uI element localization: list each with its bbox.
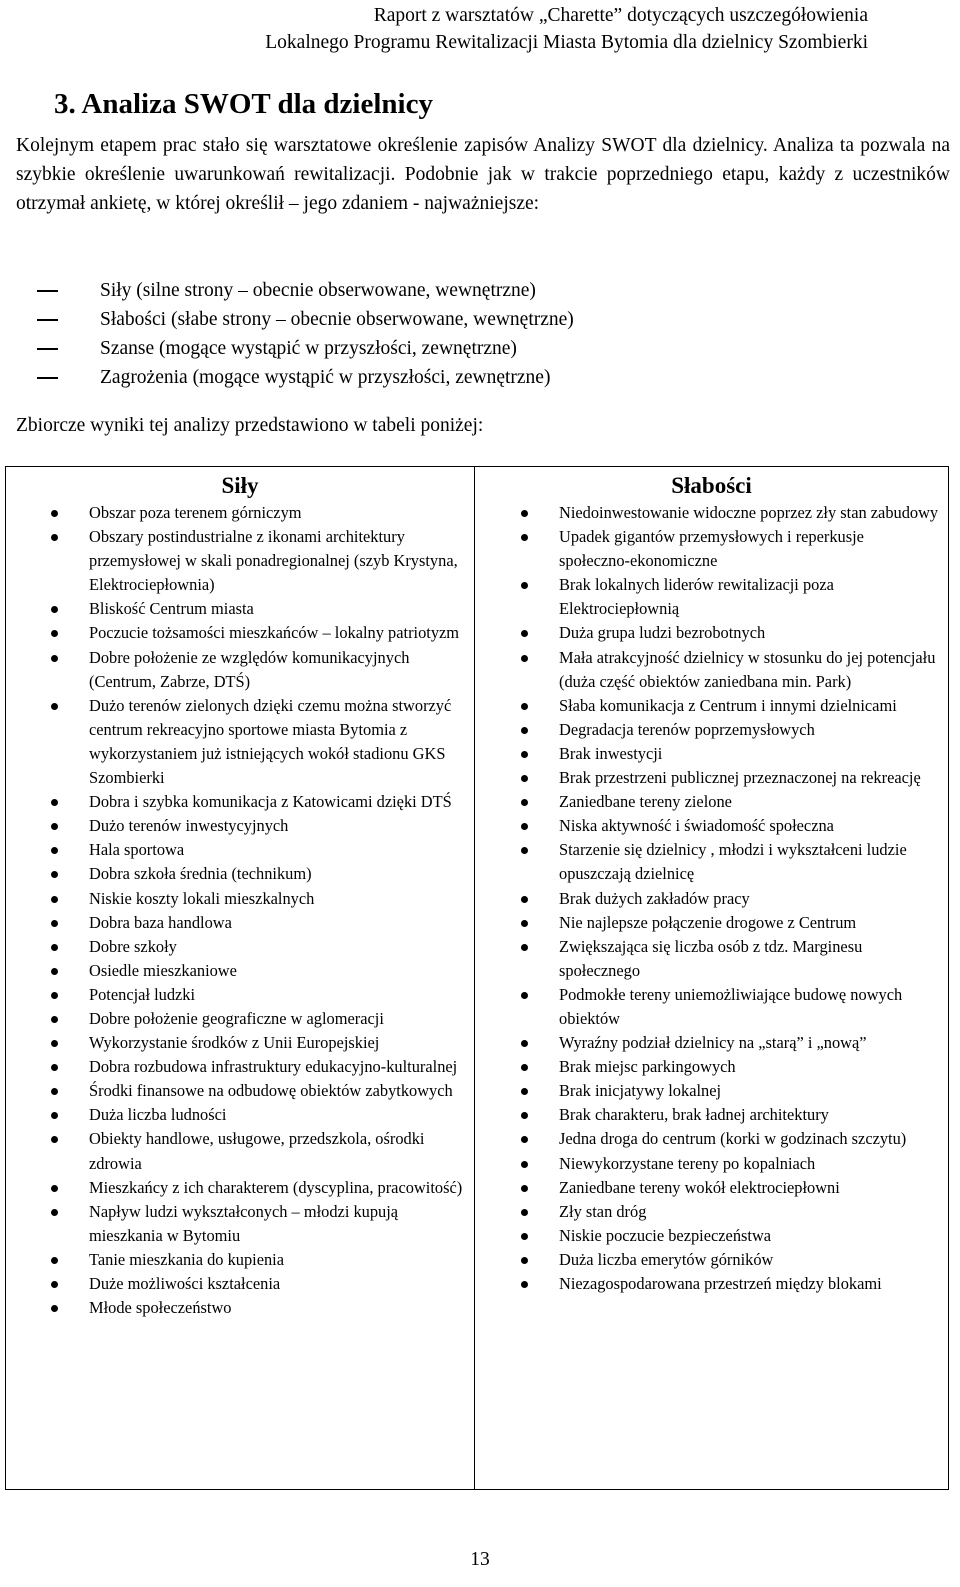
bullet-icon [51, 1185, 58, 1192]
weakness-item [559, 694, 939, 718]
weakness-item-text: Brak przestrzeni publicznej przeznaczonej na rekreację [559, 768, 921, 788]
swot-category-label: Siły (silne strony – obecnie obserwowane, wewnętrzne) [100, 280, 536, 301]
bullet-icon [51, 896, 58, 903]
strength-item-text: Młode społeczeństwo [89, 1298, 232, 1318]
page-number: 13 [470, 1549, 490, 1570]
weakness-item [559, 718, 939, 742]
strength-item-text: Tanie mieszkania do kupienia [89, 1249, 285, 1269]
bullet-icon [51, 655, 58, 662]
weakness-item-text: Brak inwestycji [559, 743, 663, 763]
bullet-icon [521, 1040, 528, 1047]
weakness-item-text: Wyraźny podział dzielnicy na „starą” i „nową” [559, 1033, 867, 1053]
weakness-item-text: Niewykorzystane tereny po kopalniach [559, 1153, 816, 1173]
bullet-icon [51, 920, 58, 927]
bullet-icon [521, 1088, 528, 1095]
strength-item [89, 694, 469, 790]
intro-paragraph: Kolejnym etapem prac stało się warsztatowe określenie zapisów Analizy SWOT dla dzielnicy. Analiza ta pozwala na szybkie określenie uwarunkowań rewitalizacji. Podobnie jak w trakcie poprzedniego etapu, każdy z uczestników otrzymał ankietę, w której określił – jego zdaniem - najważniejsze: [16, 135, 950, 214]
weakness-item-text: Starzenie się dzielnicy , młodzi i wykształceni ludzie opuszczają dzielnicę [559, 840, 907, 884]
bullet-icon [521, 582, 528, 589]
weakness-item-text: Zaniedbane tereny wokół elektrociepłowni [559, 1177, 840, 1197]
strength-item-text: Dobre położenie geograficzne w aglomeracji [89, 1008, 384, 1028]
bullet-icon [521, 920, 528, 927]
strength-item-text: Dobra rozbudowa infrastruktury edukacyjno-kulturalnej [89, 1057, 458, 1077]
bullet-icon [521, 1233, 528, 1240]
strength-item-text: Duże możliwości kształcenia [89, 1274, 281, 1293]
bullet-icon [521, 896, 528, 903]
weakness-item-text: Niedoinwestowanie widoczne poprzez zły stan zabudowy [559, 503, 939, 522]
swot-category-item [100, 334, 574, 363]
strength-item [89, 646, 469, 694]
weakness-item-text: Upadek gigantów przemysłowych i reperkusje społeczno-ekonomiczne [559, 527, 864, 571]
weakness-item-text: Brak charakteru, brak ładnej architektury [559, 1105, 829, 1125]
weakness-item-text: Duża liczba emerytów górników [559, 1249, 774, 1269]
strength-item-text: Dobra szkoła średnia (technikum) [89, 864, 312, 884]
weakness-item [559, 1176, 939, 1200]
strength-item [89, 1055, 469, 1079]
weakness-item-text: Niska aktywność i świadomość społeczna [559, 816, 834, 836]
bullet-icon [521, 703, 528, 710]
strength-item [89, 838, 469, 862]
strength-item [89, 1103, 469, 1127]
weakness-item [559, 790, 939, 814]
bullet-icon [51, 1209, 58, 1216]
bullet-icon [521, 1161, 528, 1168]
strength-item-text: Potencjał ludzki [89, 984, 196, 1004]
strength-item-text: Dobre położenie ze względów komunikacyjnych (Centrum, Zabrze, DTŚ) [89, 647, 410, 691]
strength-item-text: Hala sportowa [89, 840, 185, 860]
strength-item [89, 959, 469, 983]
strengths-list [89, 501, 469, 1320]
strength-item-text: Mieszkańcy z ich charakterem (dyscyplina, pracowitość) [89, 1177, 463, 1197]
strength-item [89, 501, 469, 525]
dash-bullet-icon [37, 290, 58, 292]
strength-item [89, 887, 469, 911]
swot-category-label: Zagrożenia (mogące wystąpić w przyszłości, zewnętrzne) [100, 367, 551, 388]
strength-item [89, 621, 469, 645]
bullet-icon [51, 1136, 58, 1143]
strength-item-text: Dobra baza handlowa [89, 912, 232, 932]
bullet-icon [521, 992, 528, 999]
header-line-2: Lokalnego Programu Rewitalizacji Miasta Bytomia dla dzielnicy Szombierki [265, 32, 868, 53]
bullet-icon [51, 1257, 58, 1264]
strength-item [89, 983, 469, 1007]
bullet-icon [51, 871, 58, 878]
weakness-item-text: Niezagospodarowana przestrzeń między blokami [559, 1274, 882, 1293]
strength-item [89, 935, 469, 959]
weakness-item [559, 1248, 939, 1272]
strengths-heading: Siły [221, 473, 259, 498]
bullet-icon [521, 823, 528, 830]
weakness-item-text: Zły stan dróg [559, 1201, 647, 1221]
weakness-item [559, 573, 939, 621]
weakness-item [559, 1272, 939, 1296]
weakness-item-text: Brak inicjatywy lokalnej [559, 1081, 722, 1101]
weaknesses-heading: Słabości [671, 473, 752, 498]
weakness-item-text: Jedna droga do centrum (korki w godzinach szczytu) [559, 1129, 907, 1149]
strength-item [89, 814, 469, 838]
strength-item-text: Obszary postindustrialne z ikonami architektury przemysłowej w skali ponadregionalnej (szyb Krystyna, Elektrociepłownia) [89, 527, 458, 595]
weakness-item [559, 501, 939, 525]
bullet-icon [51, 823, 58, 830]
strength-item-text: Napływ ludzi wykształconych – młodzi kupują mieszkania w Bytomiu [89, 1201, 399, 1245]
weakness-item-text: Słaba komunikacja z Centrum i innymi dzielnicami [559, 695, 897, 715]
swot-category-item [100, 305, 574, 334]
weakness-item [559, 1224, 939, 1248]
bullet-icon [521, 775, 528, 782]
bullet-icon [521, 727, 528, 734]
bullet-icon [521, 655, 528, 662]
strength-item [89, 1127, 469, 1175]
strength-item [89, 911, 469, 935]
strength-item-text: Środki finansowe na odbudowę obiektów zabytkowych [89, 1081, 453, 1101]
bullet-icon [51, 606, 58, 613]
strength-item-text: Niskie koszty lokali mieszkalnych [89, 888, 315, 908]
strength-item [89, 790, 469, 814]
weakness-item-text: Zaniedbane tereny zielone [559, 792, 732, 812]
weakness-item [559, 525, 939, 573]
weakness-item-text: Duża grupa ludzi bezrobotnych [559, 623, 766, 643]
bullet-icon [51, 1281, 58, 1288]
strength-item [89, 1200, 469, 1248]
bullet-icon [51, 630, 58, 637]
weaknesses-column [475, 467, 948, 1489]
dash-bullet-icon [37, 319, 58, 321]
bullet-icon [521, 847, 528, 854]
weakness-item-text: Brak lokalnych liderów rewitalizacji poza Elektrociepłownią [559, 575, 834, 619]
weakness-item-text: Degradacja terenów poprzemysłowych [559, 719, 815, 739]
weakness-item [559, 1103, 939, 1127]
strength-item-text: Dużo terenów inwestycyjnych [89, 816, 289, 836]
strength-item-text: Poczucie tożsamości mieszkańców – lokalny patriotyzm [89, 623, 460, 643]
strength-item [89, 1031, 469, 1055]
swot-table [5, 466, 949, 1490]
bullet-icon [521, 1136, 528, 1143]
weakness-item-text: Brak dużych zakładów pracy [559, 888, 750, 908]
bullet-icon [521, 510, 528, 517]
weakness-item [559, 814, 939, 838]
strengths-column [6, 467, 475, 1489]
bullet-icon [51, 992, 58, 999]
bullet-icon [51, 968, 58, 975]
bullet-icon [51, 703, 58, 710]
bullet-icon [521, 751, 528, 758]
bullet-icon [51, 1064, 58, 1071]
strength-item-text: Osiedle mieszkaniowe [89, 960, 237, 980]
bullet-icon [51, 1305, 58, 1312]
strength-item-text: Dużo terenów zielonych dzięki czemu można stworzyć centrum rekreacyjno sportowe miasta Bytomia z wykorzystaniem już istniejących wokół stadionu GKS Szombierki [89, 695, 452, 788]
strength-item [89, 1296, 469, 1320]
bullet-icon [51, 534, 58, 541]
dash-bullet-icon [37, 377, 58, 379]
swot-category-item [100, 363, 574, 392]
bullet-icon [521, 799, 528, 806]
weakness-item-text: Niskie poczucie bezpieczeństwa [559, 1225, 772, 1245]
bullet-icon [51, 847, 58, 854]
dash-bullet-icon [37, 348, 58, 350]
document-header [8, 2, 868, 56]
bullet-icon [521, 1281, 528, 1288]
strength-item [89, 862, 469, 886]
weakness-item [559, 1079, 939, 1103]
bullet-icon [521, 1185, 528, 1192]
weakness-item [559, 911, 939, 935]
weakness-item [559, 983, 939, 1031]
bullet-icon [51, 1088, 58, 1095]
weakness-item [559, 1127, 939, 1151]
strength-item-text: Bliskość Centrum miasta [89, 599, 254, 619]
bullet-icon [51, 944, 58, 951]
strength-item-text: Obszar poza terenem górniczym [89, 503, 302, 522]
strength-item [89, 525, 469, 597]
weakness-item [559, 742, 939, 766]
strength-item [89, 1007, 469, 1031]
bullet-icon [51, 510, 58, 517]
swot-category-label: Szanse (mogące wystąpić w przyszłości, zewnętrzne) [100, 338, 517, 359]
bullet-icon [521, 534, 528, 541]
bullet-icon [51, 1112, 58, 1119]
strength-item [89, 1272, 469, 1296]
weakness-item [559, 1152, 939, 1176]
weakness-item-text: Brak miejsc parkingowych [559, 1057, 736, 1077]
weakness-item [559, 1200, 939, 1224]
bullet-icon [51, 799, 58, 806]
strength-item-text: Wykorzystanie środków z Unii Europejskiej [89, 1033, 380, 1053]
weakness-item-text: Zwiększająca się liczba osób z tdz. Marginesu społecznego [559, 936, 863, 980]
header-line-1: Raport z warsztatów „Charette” dotyczących uszczegółowienia [373, 5, 868, 26]
bullet-icon [51, 1016, 58, 1023]
weakness-item-text: Podmokłe tereny uniemożliwiające budowę nowych obiektów [559, 984, 903, 1028]
weakness-item [559, 621, 939, 645]
swot-category-label: Słabości (słabe strony – obecnie obserwowane, wewnętrzne) [100, 309, 574, 330]
weakness-item-text: Mała atrakcyjność dzielnicy w stosunku do jej potencjału (duża część obiektów zaniedbana min. Park) [559, 647, 936, 691]
bullet-icon [521, 1257, 528, 1264]
bullet-icon [51, 1040, 58, 1047]
bullet-icon [521, 630, 528, 637]
section-title: 3. Analiza SWOT dla dzielnicy [54, 88, 433, 120]
weakness-item [559, 1031, 939, 1055]
strength-item-text: Duża liczba ludności [89, 1105, 227, 1125]
weakness-item [559, 646, 939, 694]
strength-item-text: Dobra i szybka komunikacja z Katowicami dzięki DTŚ [89, 792, 452, 812]
summary-sentence: Zbiorcze wyniki tej analizy przedstawiono w tabeli poniżej: [16, 415, 484, 436]
weakness-item [559, 1055, 939, 1079]
swot-category-item [100, 276, 574, 305]
bullet-icon [521, 1112, 528, 1119]
weakness-item [559, 838, 939, 886]
weaknesses-list [559, 501, 939, 1296]
bullet-icon [521, 944, 528, 951]
weakness-item-text: Nie najlepsze połączenie drogowe z Centrum [559, 912, 857, 932]
weakness-item [559, 766, 939, 790]
strength-item [89, 1248, 469, 1272]
swot-categories-list [100, 276, 574, 392]
weakness-item [559, 935, 939, 983]
bullet-icon [521, 1064, 528, 1071]
strength-item [89, 1176, 469, 1200]
strength-item [89, 1079, 469, 1103]
strength-item-text: Obiekty handlowe, usługowe, przedszkola, ośrodki zdrowia [89, 1129, 425, 1173]
weakness-item [559, 887, 939, 911]
strength-item [89, 597, 469, 621]
bullet-icon [521, 1209, 528, 1216]
strength-item-text: Dobre szkoły [89, 936, 177, 956]
